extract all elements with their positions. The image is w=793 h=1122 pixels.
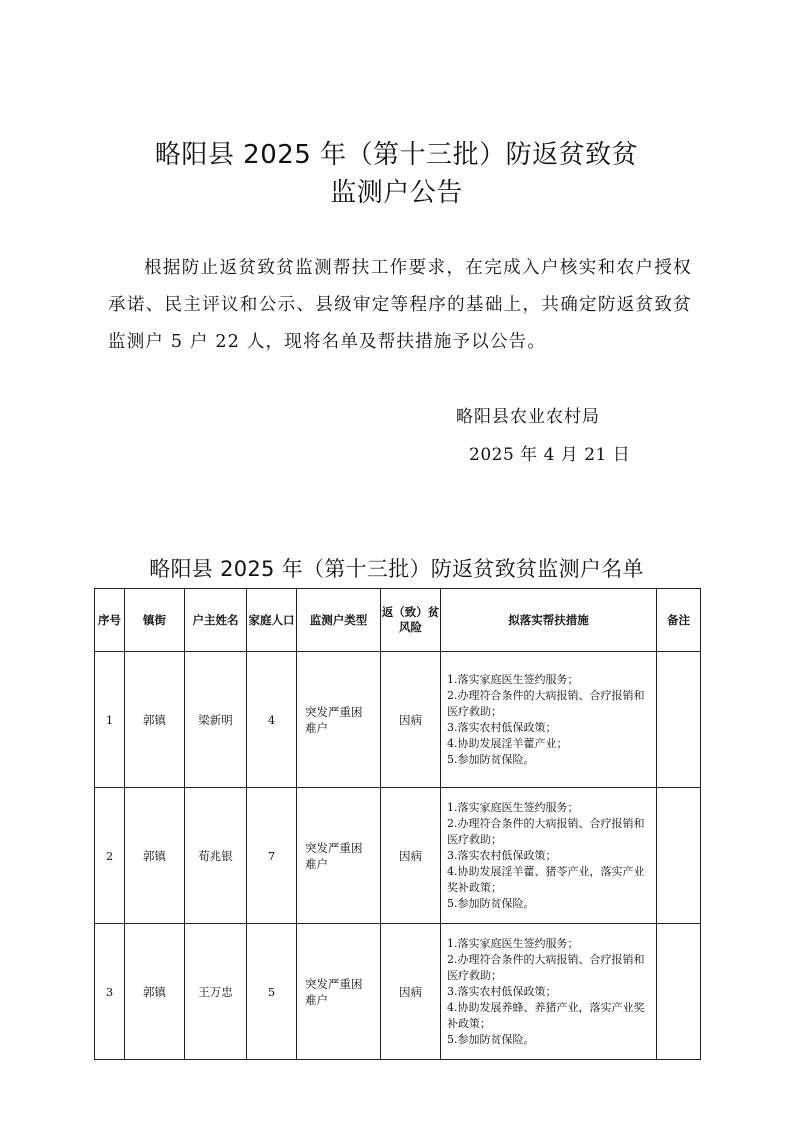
cell-seq: 1 [95,652,125,788]
notice-title-line2: 监测户公告 [330,178,463,208]
cell-seq: 2 [95,788,125,924]
header-town: 镇街 [125,589,185,652]
cell-type: 突发严重困难户 [297,652,381,788]
header-type: 监测户类型 [297,589,381,652]
header-size: 家庭人口 [247,589,297,652]
measure-item: 5.参加防贫保险。 [447,752,535,766]
measure-item: 4.协助发展淫羊藿、猪苓产业，落实产业奖补政策； [447,864,645,894]
header-name: 户主姓名 [185,589,247,652]
cell-town: 郭镇 [125,924,185,1060]
cell-remark [657,652,701,788]
measure-item: 3.落实农村低保政策； [447,984,557,998]
measure-item: 2.办理符合条件的大病报销、合疗报销和医疗救助； [447,816,645,846]
cell-name: 荀兆银 [185,788,247,924]
header-seq: 序号 [95,589,125,652]
cell-measures [441,788,657,924]
issuer: 略阳县农业农村局 [456,407,600,427]
notice-body: 根据防止返贫致贫监测帮扶工作要求，在完成入户核实和农户授权承诺、民主评议和公示、县级审定等程序的基础上，共确定防返贫致贫监测户 5 户 22 人，现将名单及帮扶措施予以公告。 [108,258,692,352]
header-risk: 返（致）贫风险 [381,589,441,652]
cell-type: 突发严重困难户 [297,924,381,1060]
list-title: 略阳县 2025 年（第十三批）防返贫致贫监测户名单 [149,557,644,581]
header-remark: 备注 [657,589,701,652]
header-measures: 拟落实帮扶措施 [441,589,657,652]
signature-block [440,398,680,474]
cell-measures [441,924,657,1060]
notice-title-line1: 略阳县 2025 年（第十三批）防返贫致贫 [154,140,639,170]
notice-title [0,136,793,212]
measure-item: 1.落实家庭医生签约服务； [447,936,579,950]
cell-town: 郭镇 [125,788,185,924]
measure-item: 3.落实农村低保政策； [447,848,557,862]
measure-item: 2.办理符合条件的大病报销、合疗报销和医疗救助； [447,688,645,718]
cell-name: 梁新明 [185,652,247,788]
measure-item: 5.参加防贫保险。 [447,1032,535,1046]
cell-remark [657,788,701,924]
cell-town: 郭镇 [125,652,185,788]
cell-remark [657,924,701,1060]
cell-size: 4 [247,652,297,788]
measure-item: 1.落实家庭医生签约服务； [447,800,579,814]
measure-item: 4.协助发展养蜂、养猪产业，落实产业奖补政策； [447,1000,645,1030]
cell-name: 王万忠 [185,924,247,1060]
measure-item: 1.落实家庭医生签约服务； [447,672,579,686]
cell-size: 7 [247,788,297,924]
cell-size: 5 [247,924,297,1060]
measure-item: 4.协助发展淫羊藿产业； [447,736,568,750]
cell-seq: 3 [95,924,125,1060]
measure-item: 5.参加防贫保险。 [447,896,535,910]
table-row [95,924,701,1060]
cell-risk: 因病 [381,788,441,924]
table-row [95,788,701,924]
cell-risk: 因病 [381,652,441,788]
cell-risk: 因病 [381,924,441,1060]
measure-item: 3.落实农村低保政策； [447,720,557,734]
cell-type: 突发严重困难户 [297,788,381,924]
table-header-row [95,589,701,652]
measure-item: 2.办理符合条件的大病报销、合疗报销和医疗救助； [447,952,645,982]
issue-date: 2025 年 4 月 21 日 [469,445,631,465]
household-table [94,588,701,1060]
table-row [95,652,701,788]
cell-measures [441,652,657,788]
